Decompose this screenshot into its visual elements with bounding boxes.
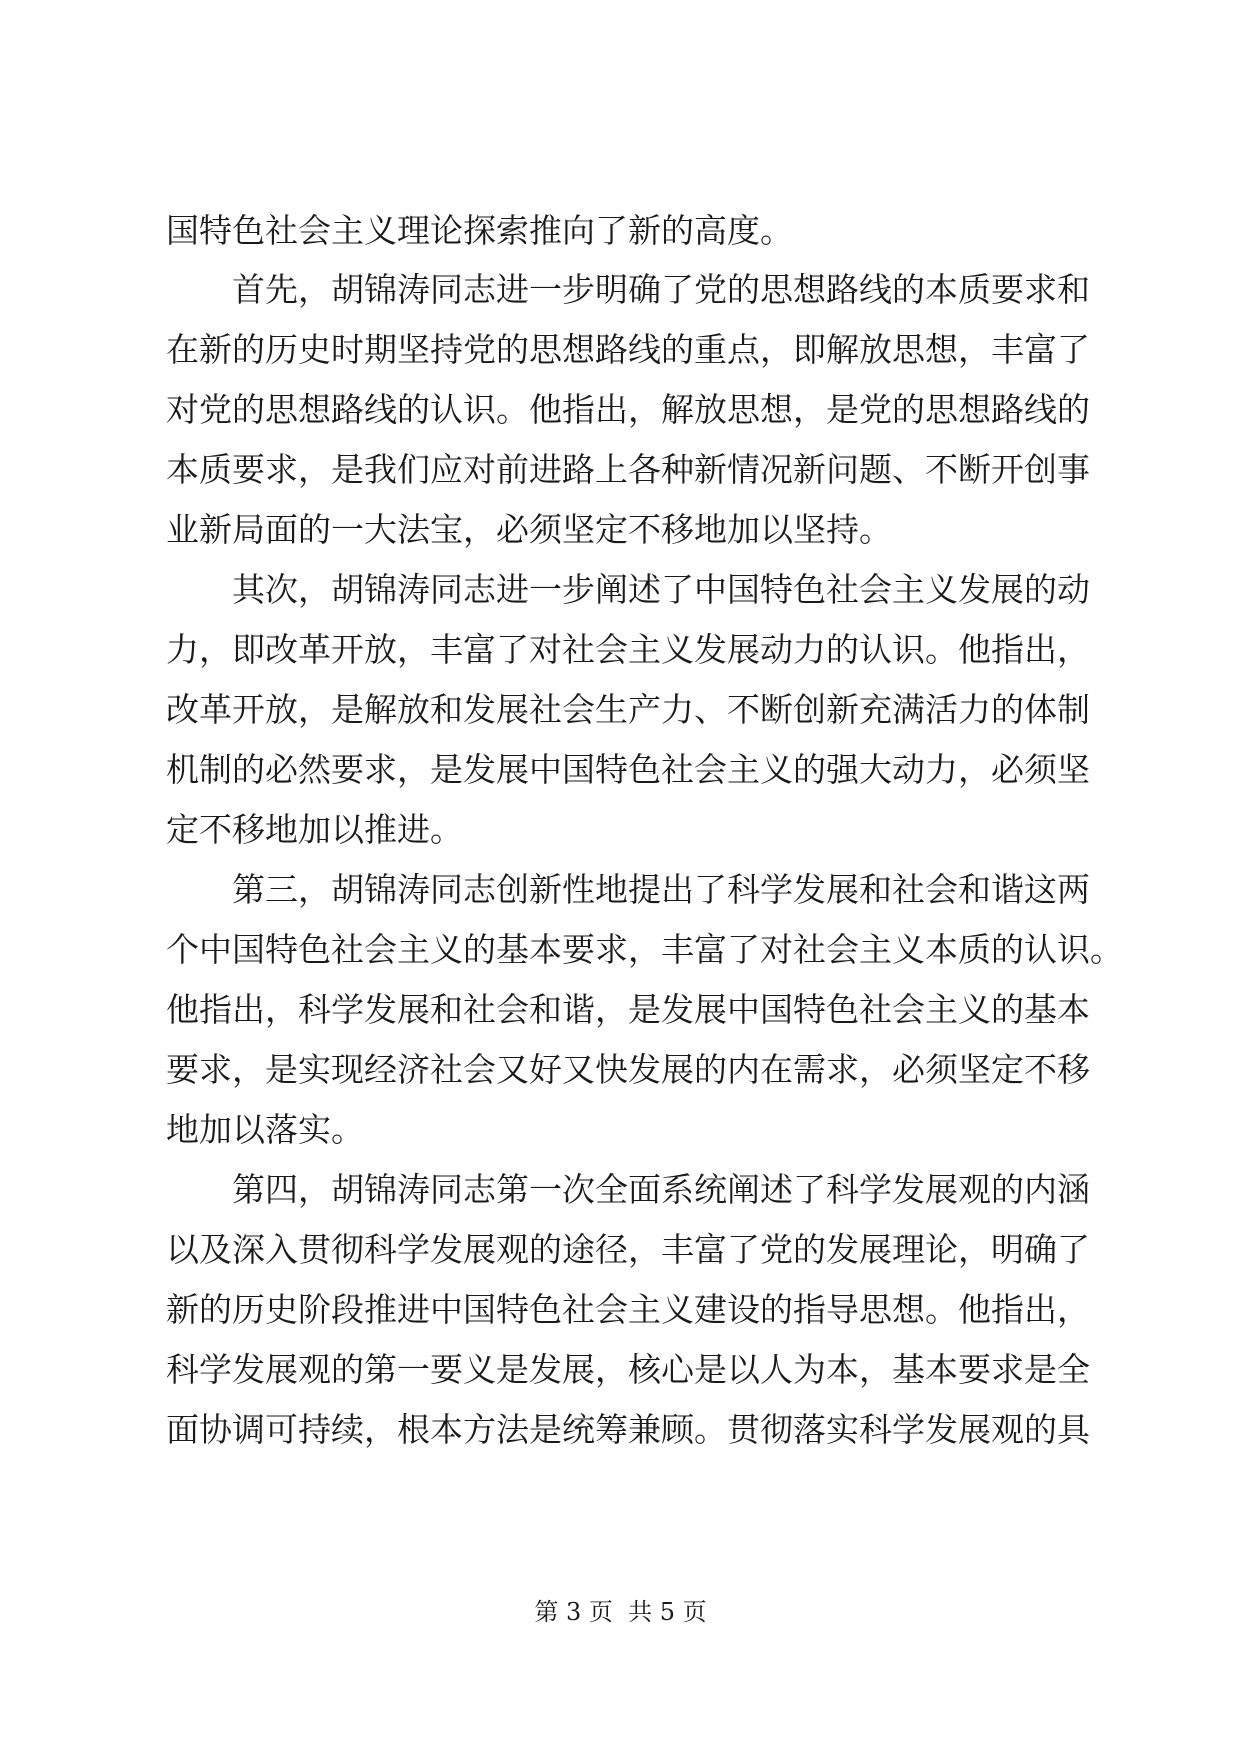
text-line-18: 以及深入贯彻科学发展观的途径，丰富了党的发展理论，明确了: [166, 1230, 1090, 1269]
text-line-9: 改革开放，是解放和发展社会生产力、不断创新充满活力的体制: [166, 690, 1090, 729]
text-line-21: 面协调可持续，根本方法是统筹兼顾。贯彻落实科学发展观的具: [166, 1410, 1090, 1449]
text-line-20: 科学发展观的第一要义是发展，核心是以人为本，基本要求是全: [166, 1350, 1090, 1389]
text-line-3: 在新的历史时期坚持党的思想路线的重点，即解放思想，丰富了: [166, 330, 1090, 369]
text-line-10: 机制的必然要求，是发展中国特色社会主义的强大动力，必须坚: [166, 750, 1090, 789]
text-line-2: 首先，胡锦涛同志进一步明确了党的思想路线的本质要求和: [232, 270, 1090, 309]
text-line-12: 第三，胡锦涛同志创新性地提出了科学发展和社会和谐这两: [232, 870, 1090, 909]
text-line-13: 个中国特色社会主义的基本要求，丰富了对社会主义本质的认识。: [166, 930, 1123, 969]
text-line-19: 新的历史阶段推进中国特色社会主义建设的指导思想。他指出，: [166, 1290, 1090, 1329]
text-line-16: 地加以落实。: [166, 1110, 364, 1149]
text-line-15: 要求，是实现经济社会又好又快发展的内在需求，必须坚定不移: [166, 1050, 1090, 1089]
text-line-1: 国特色社会主义理论探索推向了新的高度。: [166, 211, 793, 250]
text-line-6: 业新局面的一大法宝，必须坚定不移地加以坚持。: [166, 510, 892, 549]
text-line-7: 其次，胡锦涛同志进一步阐述了中国特色社会主义发展的动: [232, 570, 1090, 609]
text-line-5: 本质要求，是我们应对前进路上各种新情况新问题、不断开创事: [166, 450, 1090, 489]
text-line-4: 对党的思想路线的认识。他指出，解放思想，是党的思想路线的: [166, 390, 1090, 429]
text-line-8: 力，即改革开放，丰富了对社会主义发展动力的认识。他指出，: [166, 630, 1090, 669]
text-line-14: 他指出，科学发展和社会和谐，是发展中国特色社会主义的基本: [166, 990, 1090, 1029]
text-line-17: 第四，胡锦涛同志第一次全面系统阐述了科学发展观的内涵: [232, 1170, 1090, 1209]
text-line-11: 定不移地加以推进。: [166, 810, 463, 849]
page-number-footer: 第 3 页 共 5 页: [534, 1598, 707, 1626]
